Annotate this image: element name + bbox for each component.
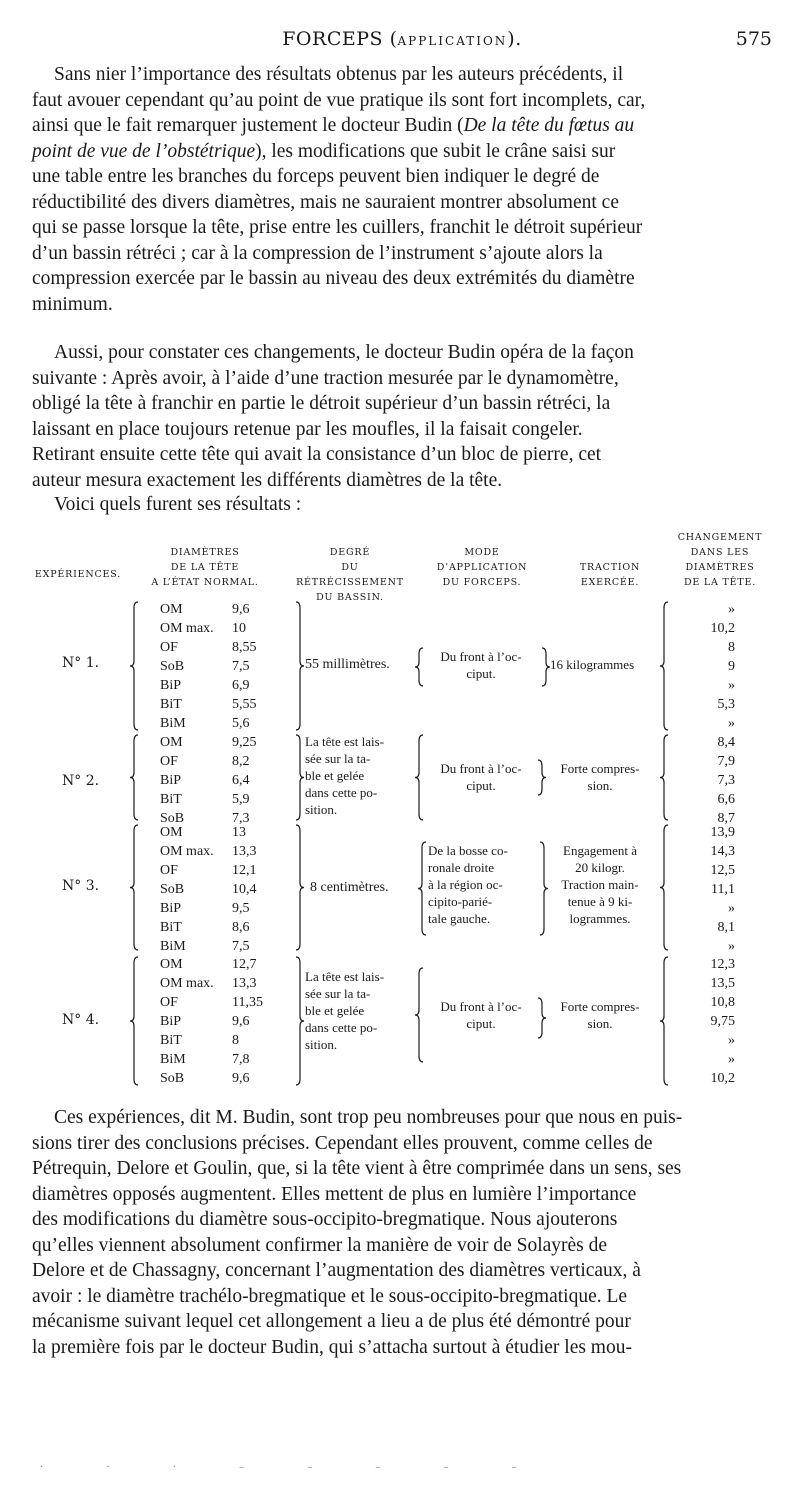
italic-title: De la tête du fœtus au bbox=[463, 115, 635, 136]
header-traction: TRACTION EXERCÉE. bbox=[579, 562, 641, 588]
exp4-traction: Forte compres- sion. bbox=[560, 999, 640, 1031]
curly-brace bbox=[418, 842, 428, 935]
exp1-degre: 55 millimètres. bbox=[305, 657, 390, 672]
exp1-changes: » 10,2 8 9 » 5,3 » bbox=[710, 602, 735, 731]
experiment-1-label: N° 1. bbox=[62, 655, 100, 671]
curly-brace bbox=[296, 825, 306, 950]
exp3-traction: Engagement à 20 kilogr. Traction main- tenue à 9 ki- logrammes. bbox=[561, 843, 639, 926]
curly-brace bbox=[415, 648, 425, 686]
exp1-diam-names: OM OM max. OF SoB BiP BiT BiM bbox=[160, 602, 214, 731]
page-number: 575 bbox=[735, 28, 772, 50]
exp4-changes: 12,3 13,5 10,8 9,75 » » 10,2 bbox=[710, 957, 735, 1086]
header-degre: DEGRÉ DU RÉTRÉCISSEMENT DU BASSIN. bbox=[296, 547, 404, 603]
exp3-diam-names: OM OM max. OF SoB BiP BiT BiM bbox=[160, 825, 214, 954]
paragraph-1: Sans nier l’importance des résultats obtenus par les auteurs précédents, il faut avouer cependant qu’au point de vue pratique ils sont fort incomplets, car, ainsi que le fait remarquer justement le docteur Budin (De la tête du fœtus au point de vue de l’obstétrique), les modifications que subit le crâne saisi sur une table entre les branches du forceps peuvent bien indiquer le degré de réductibilité des divers diamètres, mais ne sauraient montrer absolument ce qui se passe lorsque la tête, prise entre les cuillers, franchit le détroit supérieur d’un bassin rétréci ; car à la compression de l’instrument s’ajoute alors la compression exercée par le bassin au niveau des deux extrémités du diamètre minimum. bbox=[32, 64, 646, 315]
header-changement: CHANGEMENT DANS LES DIAMÈTRES DE LA TÊTE. bbox=[677, 532, 763, 588]
curly-brace bbox=[296, 957, 306, 1085]
paragraph-2: Aussi, pour constater ces changements, le docteur Budin opéra de la façon suivante : Après avoir, à l’aide d’une traction mesurée par le dynamomètre, obligé la tête à franchir en partie le détroit supérieur d’un bassin rétréci, la laissant en place toujours retenue par les moufles, il la faisait congeler. Retirant ensuite cette tête qui avait la consistance d’un bloc de pierre, cet auteur mesura exactement les différents diamètres de la tête. bbox=[32, 342, 634, 491]
curly-brace bbox=[296, 602, 306, 730]
exp3-mode: De la bosse co- ronale droite à la région oc- cipito-parié- tale gauche. bbox=[428, 843, 508, 926]
paragraph-3: Voici quels furent ses résultats : bbox=[54, 494, 302, 515]
exp2-changes: 8,4 7,9 7,3 6,6 8,7 bbox=[717, 735, 735, 826]
header-diametres: DIAMÈTRES DE LA TÊTE A L’ÉTAT NORMAL. bbox=[151, 547, 259, 588]
header-mode: MODE D’APPLICATION DU FORCEPS. bbox=[436, 547, 528, 588]
curly-brace bbox=[130, 957, 140, 1085]
curly-brace bbox=[540, 842, 550, 935]
curly-brace bbox=[538, 760, 548, 795]
curly-brace bbox=[660, 825, 670, 950]
experiment-3-label: N° 3. bbox=[62, 878, 100, 894]
curly-brace bbox=[660, 735, 670, 820]
curly-brace bbox=[538, 998, 548, 1038]
exp1-diam-values: 9,6 10 8,55 7,5 6,9 5,55 5,6 bbox=[232, 602, 257, 731]
exp3-degre: 8 centimètres. bbox=[310, 880, 389, 895]
experiment-2-label: N° 2. bbox=[62, 773, 100, 789]
exp3-changes: 13,9 14,3 12,5 11,1 » 8,1 » bbox=[710, 825, 735, 954]
curly-brace bbox=[415, 968, 425, 1062]
exp2-diam-values: 9,25 8,2 6,4 5,9 7,3 bbox=[232, 735, 257, 826]
italic-title-end: point de vue de l’obstétrique bbox=[32, 140, 256, 162]
curly-brace bbox=[542, 648, 552, 686]
exp2-traction: Forte compres- sion. bbox=[560, 761, 640, 793]
exp1-traction: 16 kilogrammes bbox=[550, 657, 635, 672]
exp3-diam-values: 13 13,3 12,1 10,4 9,5 8,6 7,5 bbox=[232, 825, 257, 954]
exp4-diam-values: 12,7 13,3 11,35 9,6 8 7,8 9,6 bbox=[232, 957, 263, 1086]
page-header bbox=[32, 28, 772, 52]
exp2-diam-names: OM OF BiP BiT SoB bbox=[160, 735, 185, 826]
curly-brace bbox=[130, 602, 140, 730]
header-experiences: EXPÉRIENCES. bbox=[34, 569, 122, 580]
curly-brace bbox=[296, 735, 306, 820]
curly-brace bbox=[415, 735, 425, 820]
exp4-degre: La tête est lais- sée sur la ta- ble et gelée dans cette po- sition. bbox=[305, 969, 385, 1052]
exp2-mode: Du front à l’oc- ciput. bbox=[440, 761, 522, 793]
paragraph-4: Ces expériences, dit M. Budin, sont trop peu nombreuses pour que nous en puis- sions tirer des conclusions précises. Cependant elles prouvent, comme celles de Pétrequin, Delore et Goulin, que, si la tête vient à être comprimée dans un sens, ses diamètres opposés augmentent. Elles mettent de plus en lumière l’importance des modifications du diamètre sous-occipito-bregmatique. Nous ajouterons qu’elles viennent absolument confirmer la manière de voir de Solayrès de Delore et de Chassagny, concernant l’augmentation des diamètres verticaux, à avoir : le diamètre trachélo-bregmatique et le sous-occipito-bregmatique. Le mécanisme suivant lequel cet allongement a lieu a de plus été démontré pour la première fois par le docteur Budin, qui s’attacha surtout à étudier les mou- bbox=[32, 1107, 683, 1358]
exp2-degre: La tête est lais- sée sur la ta- ble et gelée dans cette po- sition. bbox=[305, 734, 385, 817]
curly-brace bbox=[130, 825, 140, 950]
exp4-mode: Du front à l’oc- ciput. bbox=[440, 999, 522, 1031]
curly-brace bbox=[130, 735, 140, 820]
curly-brace bbox=[660, 957, 670, 1085]
running-title: FORCEPS (APPLICATION). bbox=[282, 28, 522, 50]
exp4-diam-names: OM OM max. OF BiP BiT BiM SoB bbox=[160, 957, 214, 1086]
experiment-4-label: N° 4. bbox=[62, 1012, 100, 1028]
page-footer-marks: · · · – – – – – bbox=[40, 1462, 547, 1473]
exp1-mode: Du front à l’oc- ciput. bbox=[440, 649, 522, 681]
curly-brace bbox=[660, 602, 670, 730]
